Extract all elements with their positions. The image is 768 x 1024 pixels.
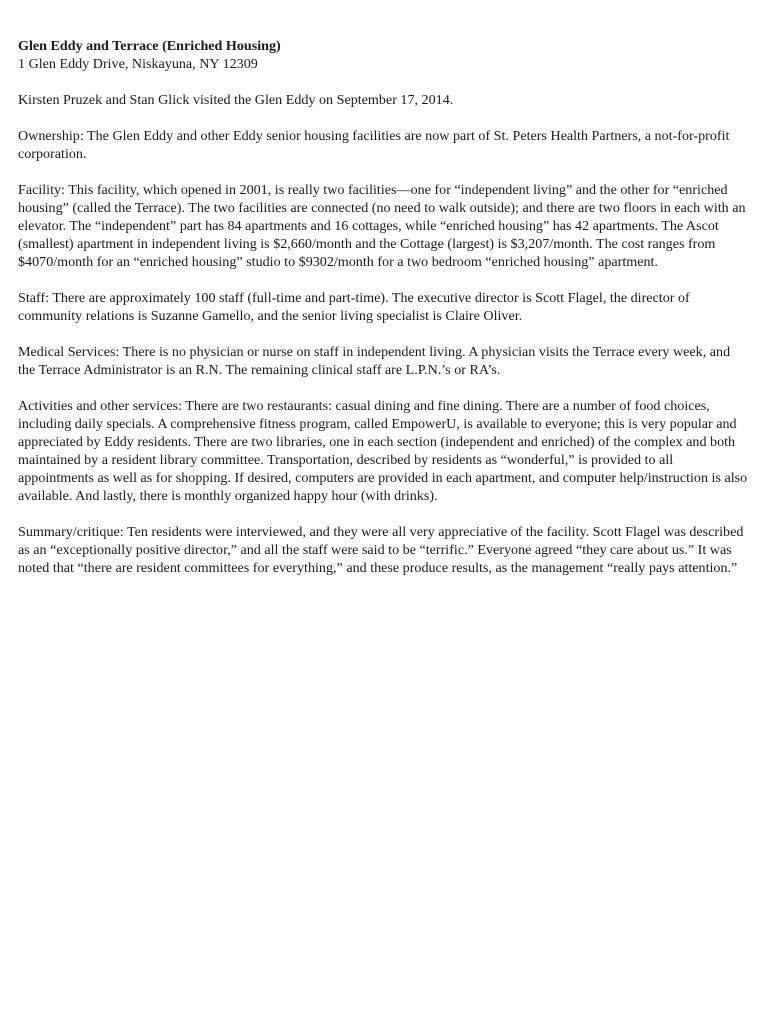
document-page <box>18 37 750 595</box>
paragraph-facility: Facility: This facility, which opened in 2001, is really two facilities—one for “independent living” and the other for “enriched housing” (called the Terrace). The two facilities are connected (no need to walk outside); and there are two floors in each with an elevator. The “independent” part has 84 apartments and 16 cottages, while “enriched housing” has 42 apartments. The Ascot (smallest) apartment in independent living is $2,660/month and the Cottage (largest) is $3,207/month. The cost ranges from $4070/month for an “enriched housing” studio to $9302/month for a two bedroom “enriched housing” apartment. <box>18 182 746 270</box>
paragraph-medical-services: Medical Services: There is no physician or nurse on staff in independent living. A physician visits the Terrace every week, and the Terrace Administrator is an R.N. The remaining clinical staff are L.P.N.’s or RA’s. <box>18 344 731 378</box>
paragraph-activities: Activities and other services: There are two restaurants: casual dining and fine dining. There are a number of food choices, including daily specials. A comprehensive fitness program, called EmpowerU, is available to everyone; this is very popular and appreciated by Eddy residents. There are two libraries, one in each section (independent and enriched) of the complex and both maintained by a resident library committee. Transportation, described by residents as “wonderful,” is provided to all appointments as well as for shopping. If desired, computers are provided in each apartment, and computer help/instruction is also available. And lastly, there is monthly organized happy hour (with drinks). <box>18 398 748 504</box>
document-title: Glen Eddy and Terrace (Enriched Housing) <box>18 38 281 54</box>
paragraph-visit: Kirsten Pruzek and Stan Glick visited the Glen Eddy on September 17, 2014. <box>18 92 454 108</box>
document-address: 1 Glen Eddy Drive, Niskayuna, NY 12309 <box>18 56 258 72</box>
paragraph-ownership: Ownership: The Glen Eddy and other Eddy senior housing facilities are now part of St. Peters Health Partners, a not-for-profit corporation. <box>18 128 730 162</box>
paragraph-summary: Summary/critique: Ten residents were interviewed, and they were all very appreciative of the facility. Scott Flagel was described as an “exceptionally positive director,” and all the staff were said to be “terrific.” Everyone agreed “they care about us.” It was noted that “there are resident committees for everything,” and these produce results, as the management “really pays attention.” <box>18 524 744 576</box>
paragraph-staff: Staff: There are approximately 100 staff (full-time and part-time). The executive director is Scott Flagel, the director of community relations is Suzanne Gamello, and the senior living specialist is Claire Oliver. <box>18 290 690 324</box>
